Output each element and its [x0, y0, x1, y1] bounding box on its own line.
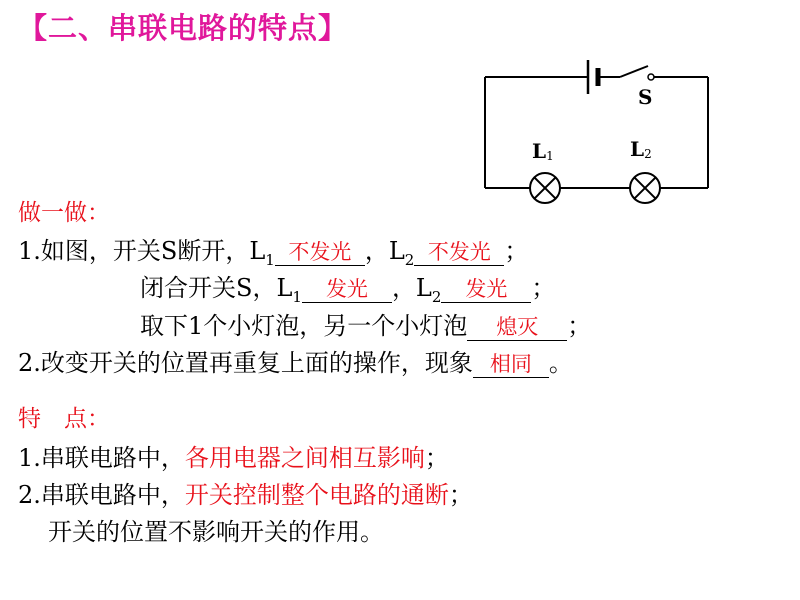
activity-line-1: 1.如图，开关S断开，$L_1$ 不发光 ，$L_2$ 不发光 ； — [18, 237, 529, 269]
answer-move-switch: 相同 — [473, 351, 549, 378]
series-circuit-diagram — [470, 40, 720, 210]
feature-2-highlight: 开关控制整个电路的通断 — [184, 481, 449, 509]
switch-symbol — [620, 66, 665, 80]
answer-l2-closed: 发光 — [441, 276, 531, 303]
activity-heading: 做一做： — [18, 200, 110, 226]
svg-text:L1 — [532, 139, 554, 163]
feature-1: 1.串联电路中，各用电器之间相互影响； — [18, 444, 449, 472]
activity-line-2: 闭合开关S，$L_1$ 发光 ，$L_2$ 发光 ； — [140, 274, 556, 306]
activity-line-3: 取下1个小灯泡，另一个小灯泡 熄灭 ； — [140, 312, 592, 340]
answer-remove-bulb: 熄灭 — [467, 314, 567, 341]
lamp-1-symbol — [530, 173, 560, 203]
answer-l1-closed: 发光 — [302, 276, 392, 303]
lamp-2-label: L — [630, 137, 645, 161]
switch-label: S — [638, 85, 653, 109]
answer-l1-open: 不发光 — [275, 239, 365, 266]
svg-text:L2 — [630, 137, 652, 161]
lamp-2-subscript: 2 — [644, 147, 652, 161]
feature-1-highlight: 各用电器之间相互影响 — [184, 444, 425, 472]
features-heading: 特 点： — [18, 406, 110, 432]
feature-3: 开关的位置不影响开关的作用。 — [48, 518, 384, 546]
lamp-1-label: L — [532, 139, 547, 163]
page-title: 【二、串联电路的特点】 — [18, 11, 349, 45]
answer-l2-open: 不发光 — [414, 239, 504, 266]
lamp-2-symbol — [630, 173, 660, 203]
activity-line-4: 2.改变开关的位置再重复上面的操作，现象 相同 。 — [18, 349, 573, 377]
feature-2: 2.串联电路中，开关控制整个电路的通断； — [18, 481, 473, 509]
lamp-1-subscript: 1 — [546, 149, 554, 163]
